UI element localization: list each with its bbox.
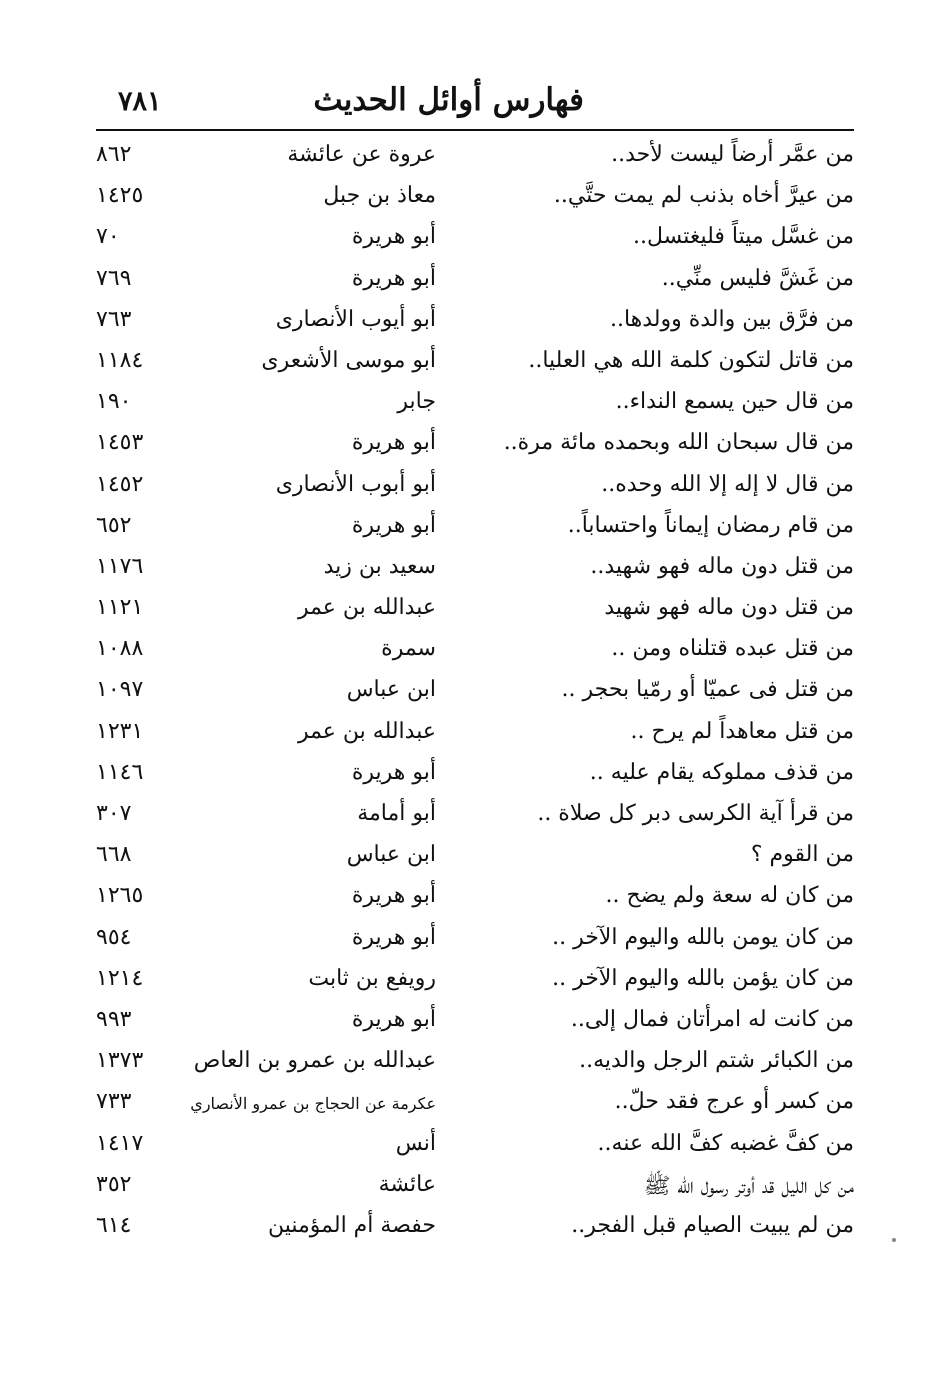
index-row <box>0 264 936 305</box>
index-row <box>0 1087 936 1128</box>
hadith-number: ١٩٠ <box>96 389 132 415</box>
hadith-opening: من كان له سعة ولم يضح .. <box>605 883 854 909</box>
narrator: أبو هريرة <box>351 883 436 909</box>
hadith-number: ٧٦٣ <box>96 306 132 332</box>
narrator: أبو هريرة <box>351 1006 436 1032</box>
hadith-number: ٩٥٤ <box>96 924 132 950</box>
hadith-number: ١٤٥٢ <box>96 471 144 497</box>
hadith-opening: من القوم ؟ <box>750 842 854 868</box>
index-row <box>0 1005 936 1046</box>
narrator: جابر <box>397 389 436 415</box>
narrator: سمرة <box>381 636 436 662</box>
hadith-number: ٣٥٢ <box>96 1171 132 1197</box>
hadith-number: ١٤٢٥ <box>96 183 144 209</box>
hadith-number: ٣٠٧ <box>96 801 132 826</box>
index-row <box>0 140 936 181</box>
narrator: معاذ بن جبل <box>323 183 436 209</box>
index-row <box>0 881 936 922</box>
index-row <box>0 552 936 593</box>
hadith-number: ١١٧٦ <box>96 553 144 579</box>
index-row <box>0 511 936 552</box>
hadith-opening: من قال سبحان الله وبحمده مائة مرة.. <box>503 430 854 456</box>
index-row <box>0 1046 936 1087</box>
hadith-opening: من كفَّ غضبه كفَّ الله عنه.. <box>597 1130 854 1156</box>
hadith-number: ٩٩٣ <box>96 1006 132 1032</box>
index-row <box>0 222 936 263</box>
hadith-opening: من كسر أو عرج فقد حلّ.. <box>614 1089 854 1115</box>
narrator: عبدالله بن عمرو بن العاص <box>193 1048 436 1074</box>
hadith-number: ١١٢١ <box>96 595 144 621</box>
narrator: أبو موسى الأشعرى <box>261 347 436 373</box>
hadith-opening: من قتل فى عميّا أو رمّيا بحجر .. <box>561 677 854 703</box>
narrator: أبو هريرة <box>351 759 436 785</box>
hadith-opening: من غسَّل ميتاً فليغتسل.. <box>632 224 854 250</box>
narrator: ابن عباس <box>346 842 436 868</box>
hadith-opening: من لم يبيت الصيام قبل الفجر.. <box>571 1212 854 1238</box>
index-row <box>0 387 936 428</box>
page-title: فهارس أوائل الحديث <box>313 82 584 118</box>
margin-mark <box>892 1238 896 1242</box>
hadith-opening: من الكبائر شتم الرجل والديه.. <box>579 1048 854 1074</box>
index-row <box>0 717 936 758</box>
narrator: أبو أبوب الأنصارى <box>275 471 436 497</box>
hadith-index-list <box>0 140 936 1252</box>
hadith-opening: من قرأ آية الكرسى دبر كل صلاة .. <box>537 801 854 826</box>
index-row <box>0 428 936 469</box>
hadith-opening: من كل الليل قد أوتر رسول الله ﷺ <box>643 1173 854 1199</box>
index-row <box>0 470 936 511</box>
hadith-opening: من كان يؤمن بالله واليوم الآخر .. <box>552 965 854 991</box>
hadith-number: ٧٠ <box>96 224 120 250</box>
hadith-opening: من غَشَّ فليس منِّي.. <box>661 265 854 291</box>
hadith-opening: من عيرَّ أخاه بذنب لم يمت حتَّي.. <box>553 183 854 209</box>
header-rule <box>96 129 854 131</box>
index-row <box>0 1129 936 1170</box>
narrator: عروة عن عائشة <box>287 142 436 167</box>
index-row <box>0 593 936 634</box>
hadith-number: ١٢١٤ <box>96 965 144 991</box>
hadith-number: ١١٨٤ <box>96 347 144 373</box>
hadith-number: ١٠٨٨ <box>96 636 144 662</box>
narrator: سعيد بن زيد <box>323 553 436 579</box>
narrator: عبدالله بن عمر <box>297 595 436 621</box>
narrator: أنس <box>395 1130 436 1156</box>
index-row <box>0 1211 936 1252</box>
hadith-opening: من عمَّر أرضاً ليست لأحد.. <box>611 142 854 167</box>
narrator: عبدالله بن عمر <box>297 718 436 744</box>
hadith-opening: من قاتل لتكون كلمة الله هي العليا.. <box>528 347 854 373</box>
narrator: أبو هريرة <box>351 430 436 456</box>
hadith-opening: من قتل دون ماله فهو شهيد <box>604 595 854 621</box>
narrator: أبو هريرة <box>351 224 436 250</box>
hadith-opening: من كان يومن بالله واليوم الآخر .. <box>552 924 854 950</box>
narrator: أبو هريرة <box>351 512 436 538</box>
hadith-number: ١٠٩٧ <box>96 677 144 703</box>
hadith-number: ١٣٧٣ <box>96 1048 144 1074</box>
narrator: أبو أيوب الأنصارى <box>275 306 436 332</box>
hadith-opening: من قال حين يسمع النداء.. <box>615 389 854 415</box>
page-number: ٧٨١ <box>118 86 162 117</box>
index-row <box>0 799 936 840</box>
hadith-number: ١٤٥٣ <box>96 430 144 456</box>
hadith-opening: من قال لا إله إلا الله وحده.. <box>601 471 854 497</box>
hadith-number: ٦٦٨ <box>96 842 132 868</box>
hadith-number: ٦٥٢ <box>96 512 132 538</box>
narrator: عائشة <box>378 1171 436 1197</box>
hadith-opening: من قتل عبده قتلناه ومن .. <box>611 636 854 662</box>
narrator: أبو هريرة <box>351 924 436 950</box>
hadith-opening: من قام رمضان إيماناً واحتساباً.. <box>567 512 854 538</box>
index-row <box>0 634 936 675</box>
narrator: أبو هريرة <box>351 265 436 291</box>
page-header <box>96 82 854 126</box>
hadith-opening: من فرَّق بين والدة وولدها.. <box>609 306 854 332</box>
hadith-number: ٨٦٢ <box>96 142 132 167</box>
narrator: حفصة أم المؤمنين <box>267 1212 436 1238</box>
index-row <box>0 964 936 1005</box>
narrator: أبو أمامة <box>357 801 436 826</box>
index-row <box>0 758 936 799</box>
index-row <box>0 923 936 964</box>
hadith-number: ٧٣٣ <box>96 1089 132 1115</box>
index-row <box>0 840 936 881</box>
hadith-number: ١١٤٦ <box>96 759 144 785</box>
hadith-number: ٧٦٩ <box>96 265 132 291</box>
narrator: عكرمة عن الحجاج بن عمرو الأنصاري <box>190 1094 436 1114</box>
hadith-number: ٦١٤ <box>96 1212 132 1238</box>
index-row <box>0 305 936 346</box>
hadith-number: ١٢٣١ <box>96 718 144 744</box>
index-row <box>0 346 936 387</box>
hadith-number: ١٢٦٥ <box>96 883 144 909</box>
index-row <box>0 181 936 222</box>
index-row <box>0 1170 936 1211</box>
hadith-opening: من قتل معاهداً لم يرح .. <box>630 718 854 744</box>
index-row <box>0 675 936 716</box>
hadith-number: ١٤١٧ <box>96 1130 144 1156</box>
narrator: رويفع بن ثابت <box>308 965 436 991</box>
narrator: ابن عباس <box>346 677 436 703</box>
hadith-opening: من قذف مملوكه يقام عليه .. <box>589 759 854 785</box>
hadith-opening: من كانت له امرأتان فمال إلى.. <box>570 1006 854 1032</box>
hadith-opening: من قتل دون ماله فهو شهيد.. <box>590 553 854 579</box>
